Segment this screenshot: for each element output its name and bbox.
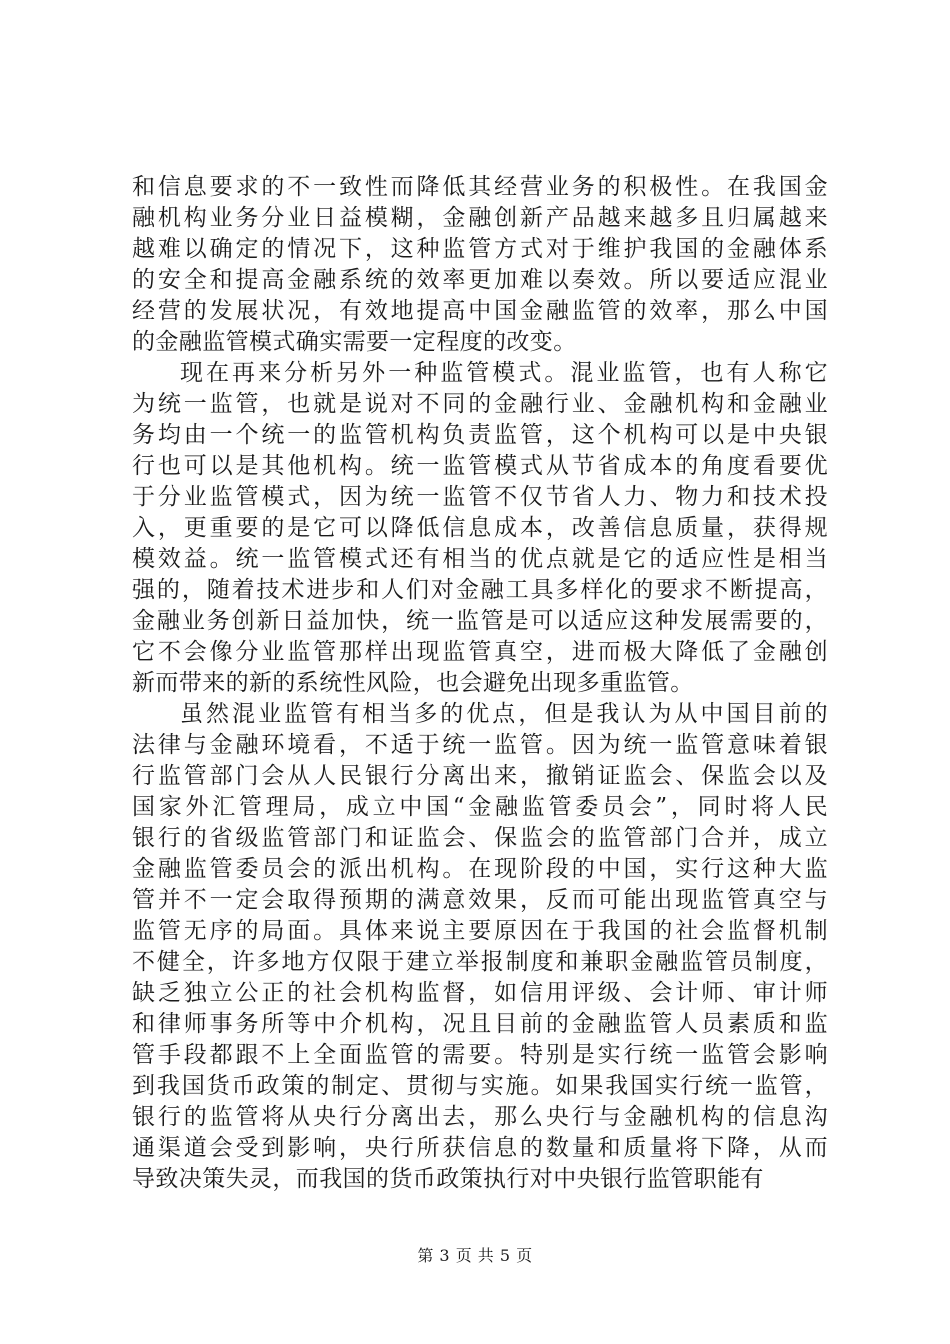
text-line: 融机构业务分业日益模糊，金融创新产品越来越多且归属越来 [132,205,828,231]
text-line: 管手段都跟不上全面监管的需要。特别是实行统一监管会影响 [132,1042,828,1068]
text-line: 越难以确定的情况下，这种监管方式对于维护我国的金融体系 [132,236,828,262]
text-line: 的金融监管模式确实需要一定程度的改变。 [132,329,577,355]
paragraph [132,358,828,699]
text-line: 现在再来分析另外一种监管模式。混业监管，也有人称它 [180,360,828,386]
text-line: 虽然混业监管有相当多的优点，但是我认为从中国目前的 [180,701,828,727]
document-body [132,172,828,1195]
text-line: 的安全和提高金融系统的效率更加难以奏效。所以要适应混业 [132,267,828,293]
text-line: 和律师事务所等中介机构，况且目前的金融监管人员素质和监 [132,1011,828,1037]
text-line: 不健全，许多地方仅限于建立举报制度和兼职金融监管员制度， [132,949,828,975]
text-line: 行监管部门会从人民银行分离出来，撤销证监会、保监会以及 [132,763,828,789]
text-line: 金融业务创新日益加快，统一监管是可以适应这种发展需要的， [132,608,828,634]
text-line: 行也可以是其他机构。统一监管模式从节省成本的角度看要优 [132,453,828,479]
text-line: 于分业监管模式，因为统一监管不仅节省人力、物力和技术投 [132,484,828,510]
text-line: 国家外汇管理局，成立中国“金融监管委员会”，同时将人民 [132,794,828,820]
text-line: 通渠道会受到影响，央行所获信息的数量和质量将下降，从而 [132,1135,828,1161]
text-line: 新而带来的新的系统性风险，也会避免出现多重监管。 [132,670,694,696]
text-line: 银行的省级监管部门和证监会、保监会的监管部门合并，成立 [132,825,828,851]
text-line: 金融监管委员会的派出机构。在现阶段的中国，实行这种大监 [132,856,828,882]
text-line: 强的，随着技术进步和人们对金融工具多样化的要求不断提高， [132,577,828,603]
text-line: 和信息要求的不一致性而降低其经营业务的积极性。在我国金 [132,174,828,200]
paragraph [132,699,828,1195]
text-line: 管并不一定会取得预期的满意效果，反而可能出现监管真空与 [132,887,828,913]
text-line: 入，更重要的是它可以降低信息成本，改善信息质量，获得规 [132,515,828,541]
text-line: 到我国货币政策的制定、贯彻与实施。如果我国实行统一监管， [132,1073,828,1099]
page-footer: 第 3 页 共 5 页 [417,1246,533,1265]
text-line: 银行的监管将从央行分离出去，那么央行与金融机构的信息沟 [132,1104,828,1130]
text-line: 法律与金融环境看，不适于统一监管。因为统一监管意味着银 [132,732,828,758]
text-line: 模效益。统一监管模式还有相当的优点就是它的适应性是相当 [132,546,828,572]
text-line: 经营的发展状况，有效地提高中国金融监管的效率，那么中国 [132,298,828,324]
text-line: 为统一监管，也就是说对不同的金融行业、金融机构和金融业 [132,391,828,417]
text-line: 监管无序的局面。具体来说主要原因在于我国的社会监督机制 [132,918,828,944]
paragraph [132,172,828,358]
text-line: 它不会像分业监管那样出现监管真空，进而极大降低了金融创 [132,639,828,665]
text-line: 务均由一个统一的监管机构负责监管，这个机构可以是中央银 [132,422,828,448]
text-line: 导致决策失灵，而我国的货币政策执行对中央银行监管职能有 [132,1166,764,1192]
text-line: 缺乏独立公正的社会机构监督，如信用评级、会计师、审计师 [132,980,828,1006]
